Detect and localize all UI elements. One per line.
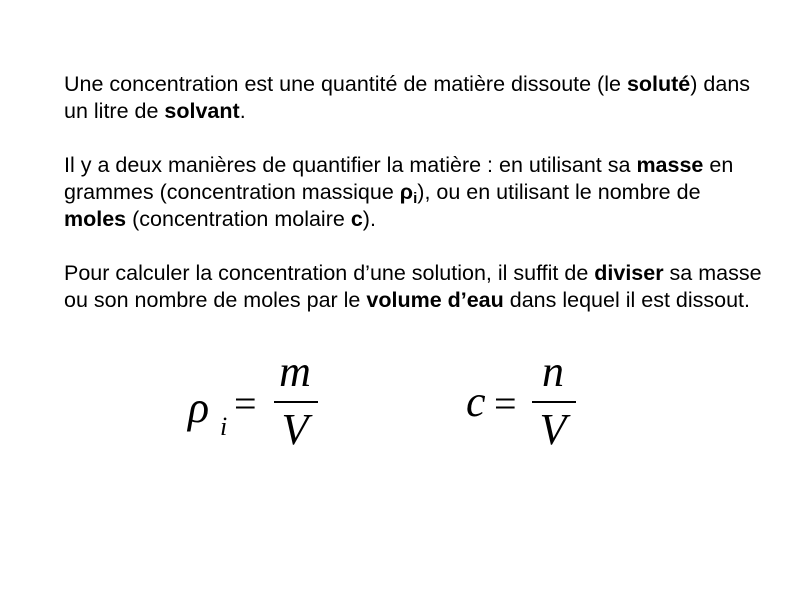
- bold-term-moles: moles: [64, 207, 127, 231]
- text-run: Pour calculer la concentration d’une solution, il suffit de: [64, 261, 595, 285]
- formula-denominator-v: V: [281, 405, 309, 454]
- text-run: Une concentration est une quantité de matière dissoute (le: [64, 72, 627, 96]
- text-run: dans lequel il est dissout.: [503, 288, 750, 312]
- bold-term-masse: masse: [636, 153, 704, 177]
- text-block: [64, 71, 764, 341]
- text-run: sa masse ou son nombre de moles par le: [64, 261, 762, 312]
- bold-term-diviser: diviser: [594, 261, 664, 285]
- formula-equals: =: [494, 381, 517, 426]
- text-run: ) dans un litre de: [64, 72, 751, 123]
- formula-molar-concentration: [466, 346, 586, 454]
- rho-symbol: ρ: [399, 180, 414, 204]
- text-run: ).: [362, 207, 376, 231]
- formula-numerator-m: m: [279, 347, 311, 396]
- formula-lhs-subscript: i: [220, 412, 228, 441]
- formula-mass-concentration: [188, 346, 328, 454]
- paragraph-quantification: [64, 152, 764, 233]
- bold-term-solute: soluté: [626, 72, 691, 96]
- paragraph-definition: [64, 71, 764, 125]
- text-run: en grammes (concentration massique: [64, 153, 734, 204]
- formula-denominator-v: V: [539, 405, 567, 454]
- text-run: (concentration molaire: [126, 207, 351, 231]
- text-run: .: [239, 99, 246, 123]
- fraction-bar: [532, 401, 576, 403]
- symbol-rho-i: [399, 180, 418, 207]
- text-run: ), ou en utilisant le nombre de: [417, 180, 701, 204]
- formula-equals: =: [234, 381, 257, 426]
- bold-term-volume-eau: volume d’eau: [366, 288, 504, 312]
- formula-lhs-c: c: [466, 377, 486, 426]
- formula-numerator-n: n: [542, 347, 564, 396]
- bold-term-solvant: solvant: [164, 99, 240, 123]
- formula-lhs-rho: ρ: [188, 383, 210, 432]
- symbol-c: c: [350, 207, 363, 231]
- fraction-bar: [274, 401, 318, 403]
- paragraph-calculation: [64, 260, 764, 314]
- text-run: Il y a deux manières de quantifier la matière : en utilisant sa: [64, 153, 637, 177]
- rho-subscript: i: [413, 189, 418, 207]
